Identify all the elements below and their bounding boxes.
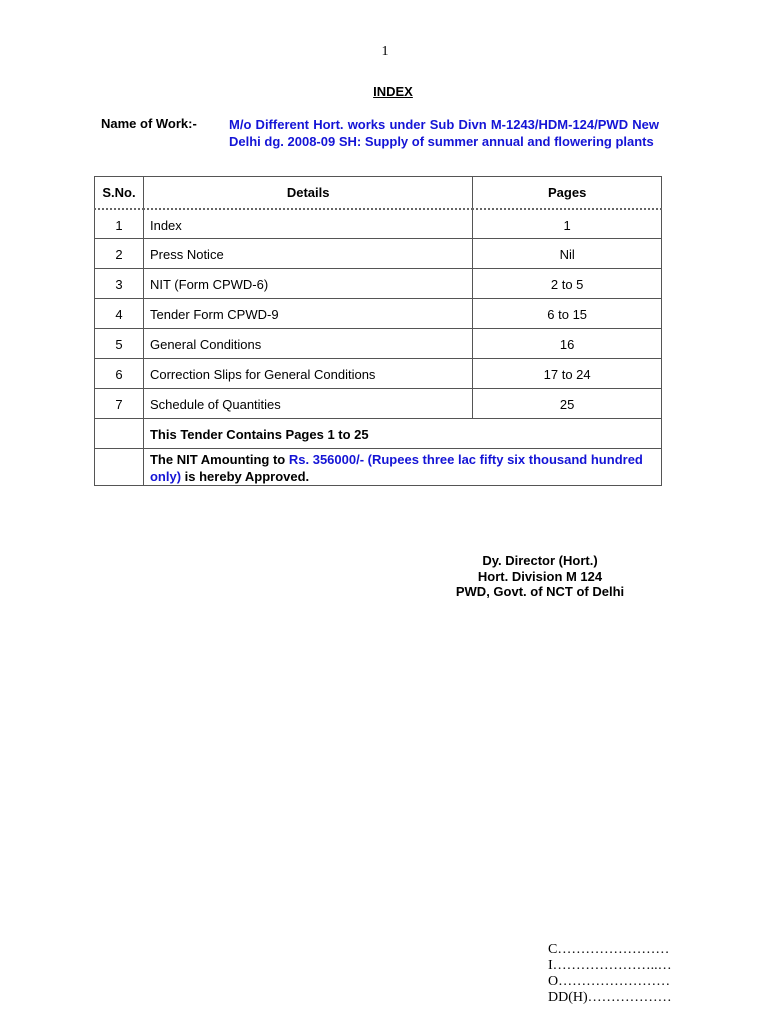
cell-sno: 2 [95, 239, 144, 269]
table-row [95, 239, 662, 269]
cell-sno: 7 [95, 389, 144, 419]
note-total-pages: This Tender Contains Pages 1 to 25 [143, 419, 661, 449]
cell-details: Tender Form CPWD-9 [143, 299, 472, 329]
approval-suffix: is hereby Approved. [181, 469, 310, 484]
cell-empty [95, 449, 144, 486]
cell-pages: 17 to 24 [473, 359, 662, 389]
cell-sno: 4 [95, 299, 144, 329]
approval-amount: Rs. 356000/- (Rupees three lac fifty six thousand hundred only) [149, 452, 643, 484]
cell-empty [95, 419, 144, 449]
table-row [95, 359, 662, 389]
table-row [95, 299, 662, 329]
cell-sno: 5 [95, 329, 144, 359]
initial-o: O…………………… [548, 974, 671, 989]
table-row [95, 419, 662, 449]
cell-details: General Conditions [143, 329, 472, 359]
cell-pages: 1 [473, 209, 662, 239]
table-row [95, 389, 662, 419]
page-number: 1 [381, 44, 389, 59]
approval-prefix: The NIT Amounting to [149, 452, 289, 467]
initial-i: I…………………..… [548, 958, 672, 973]
table-row [95, 269, 662, 299]
header-pages: Pages [473, 177, 662, 209]
index-title: INDEX [373, 84, 413, 99]
cell-pages: 6 to 15 [473, 299, 662, 329]
cell-details: Correction Slips for General Conditions [143, 359, 472, 389]
table-row [95, 209, 662, 239]
table-row [95, 329, 662, 359]
cell-details: Index [143, 209, 472, 239]
cell-sno: 3 [95, 269, 144, 299]
cell-pages: Nil [473, 239, 662, 269]
name-of-work-text: M/o Different Hort. works under Sub Divn M-1243/HDM-124/PWD New Delhi dg. 2008-09 SH: Supply of summer annual and flowering plants [229, 117, 659, 149]
table-header-row [95, 177, 662, 209]
header-sno: S.No. [95, 177, 144, 209]
cell-pages: 25 [473, 389, 662, 419]
name-of-work-label: Name of Work:- [101, 116, 197, 131]
header-details: Details [143, 177, 472, 209]
cell-details: Press Notice [143, 239, 472, 269]
index-table [94, 176, 662, 486]
cell-sno: 1 [95, 209, 144, 239]
signature-block [440, 553, 640, 600]
table-row [95, 449, 662, 486]
signature-designation: Dy. Director (Hort.) [482, 553, 598, 568]
signature-department: PWD, Govt. of NCT of Delhi [455, 584, 625, 599]
cell-pages: 2 to 5 [473, 269, 662, 299]
cell-details: Schedule of Quantities [143, 389, 472, 419]
initial-dd: DD(H)……………… [548, 990, 672, 1005]
signature-division: Hort. Division M 124 [477, 568, 603, 584]
initials-block [548, 942, 672, 1006]
note-approval [143, 449, 661, 486]
initial-c: C…………………… [548, 942, 670, 957]
cell-sno: 6 [95, 359, 144, 389]
cell-details: NIT (Form CPWD-6) [143, 269, 472, 299]
cell-pages: 16 [473, 329, 662, 359]
